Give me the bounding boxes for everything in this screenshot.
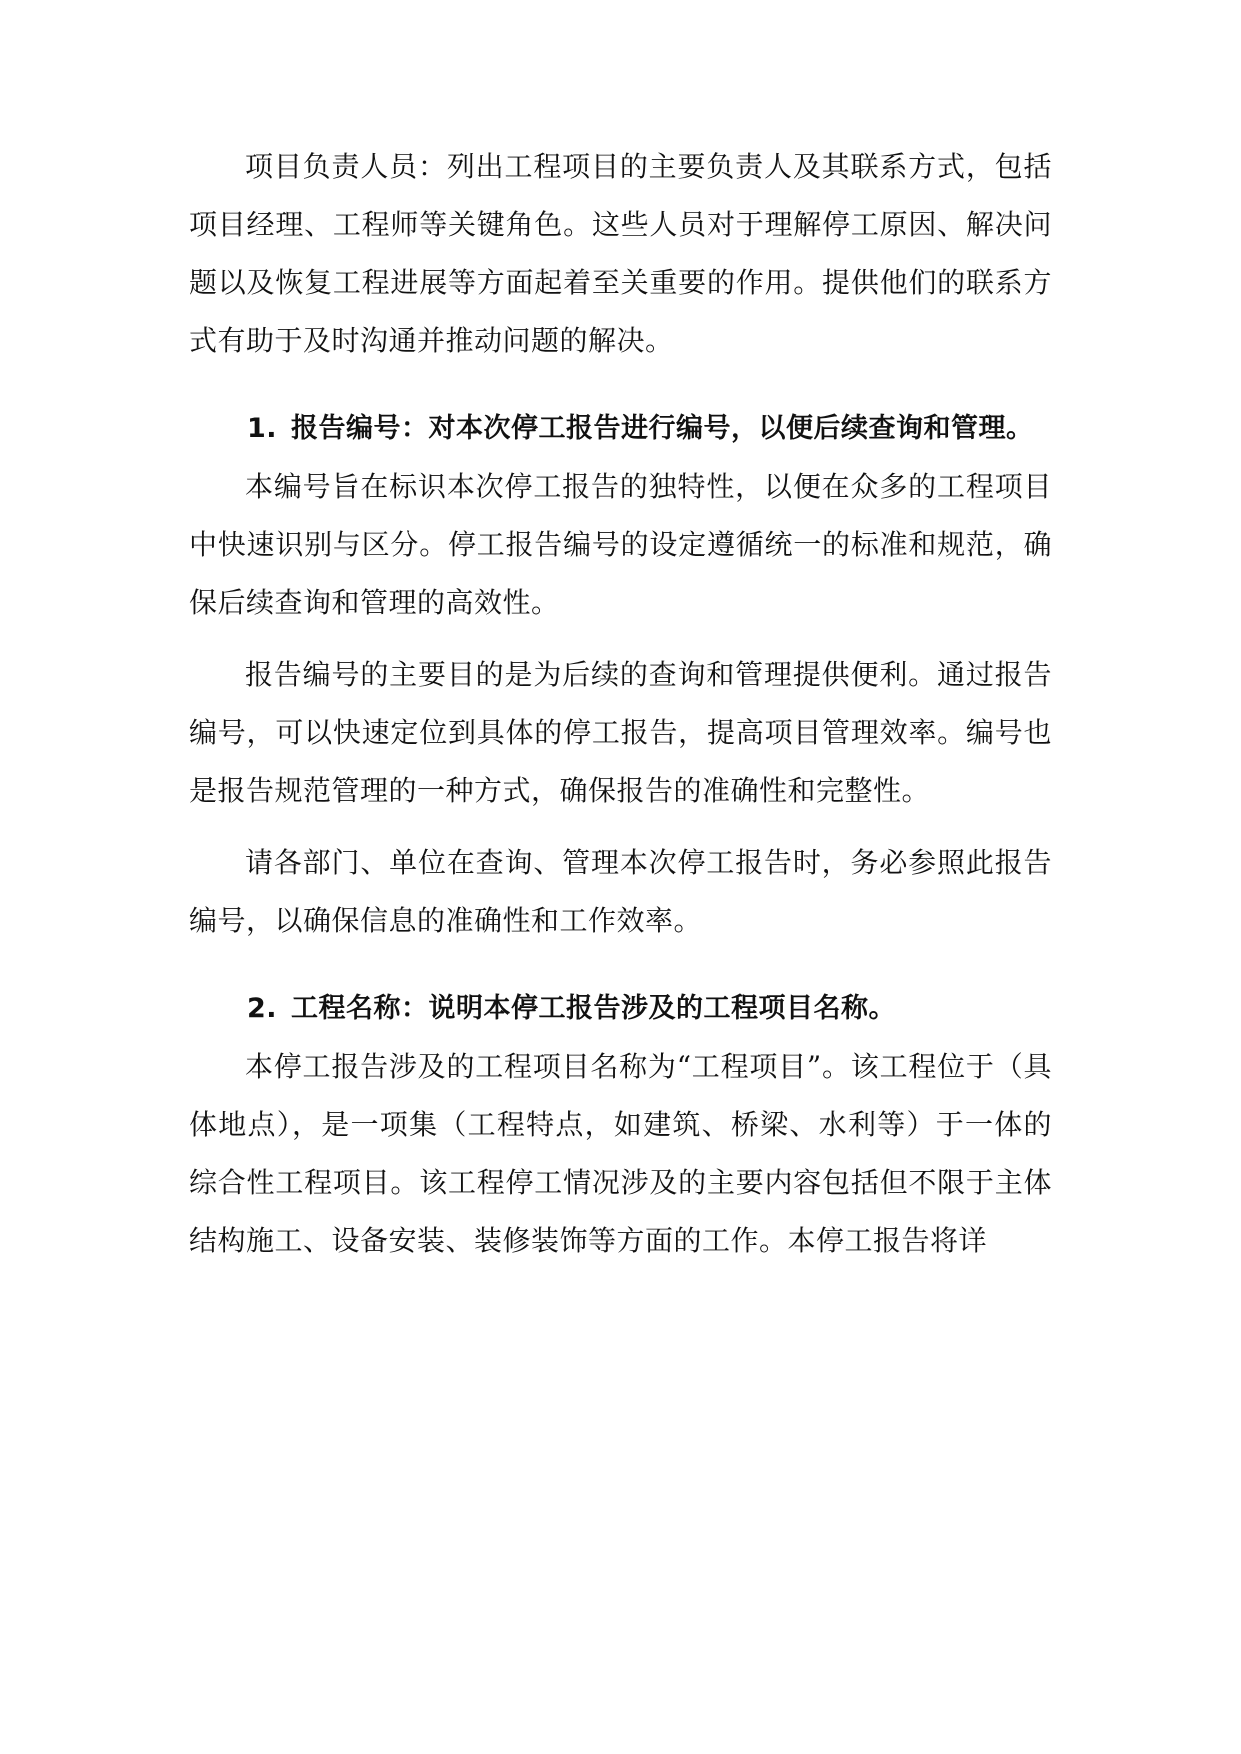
section-number: 1. [247, 413, 278, 444]
spacer [189, 950, 1052, 980]
paragraph-project-description: 本停工报告涉及的工程项目名称为“工程项目”。该工程位于（具体地点），是一项集（工程特点，如建筑、桥梁、水利等）于一体的综合性工程项目。该工程停工情况涉及的主要内容包括但不限于主体结构施工、设备安装、装修装饰等方面的工作。本停工报告将详 [189, 1050, 1052, 1257]
spacer [189, 632, 1052, 646]
paragraph-project-personnel: 项目负责人员：列出工程项目的主要负责人及其联系方式，包括项目经理、工程师等关键角色。这些人员对于理解停工原因、解决问题以及恢复工程进展等方面起着至关重要的作用。提供他们的联系方式有助于及时沟通并推动问题的解决。 [189, 150, 1052, 357]
spacer [189, 820, 1052, 834]
section-number: 2. [247, 993, 278, 1024]
section-title: 工程名称：说明本停工报告涉及的工程项目名称。 [291, 993, 896, 1024]
spacer [189, 370, 1052, 400]
section-heading-report-number [189, 400, 1052, 458]
section-heading-project-name [189, 980, 1052, 1038]
document-page [189, 138, 1052, 1270]
paragraph-number-goal: 报告编号的主要目的是为后续的查询和管理提供便利。通过报告编号，可以快速定位到具体的停工报告，提高项目管理效率。编号也是报告规范管理的一种方式，确保报告的准确性和完整性。 [189, 658, 1052, 807]
paragraph-number-purpose: 本编号旨在标识本次停工报告的独特性，以便在众多的工程项目中快速识别与区分。停工报告编号的设定遵循统一的标准和规范，确保后续查询和管理的高效性。 [189, 470, 1052, 619]
paragraph-number-instructions: 请各部门、单位在查询、管理本次停工报告时，务必参照此报告编号，以确保信息的准确性和工作效率。 [189, 846, 1052, 937]
section-title: 报告编号：对本次停工报告进行编号，以便后续查询和管理。 [291, 413, 1034, 444]
